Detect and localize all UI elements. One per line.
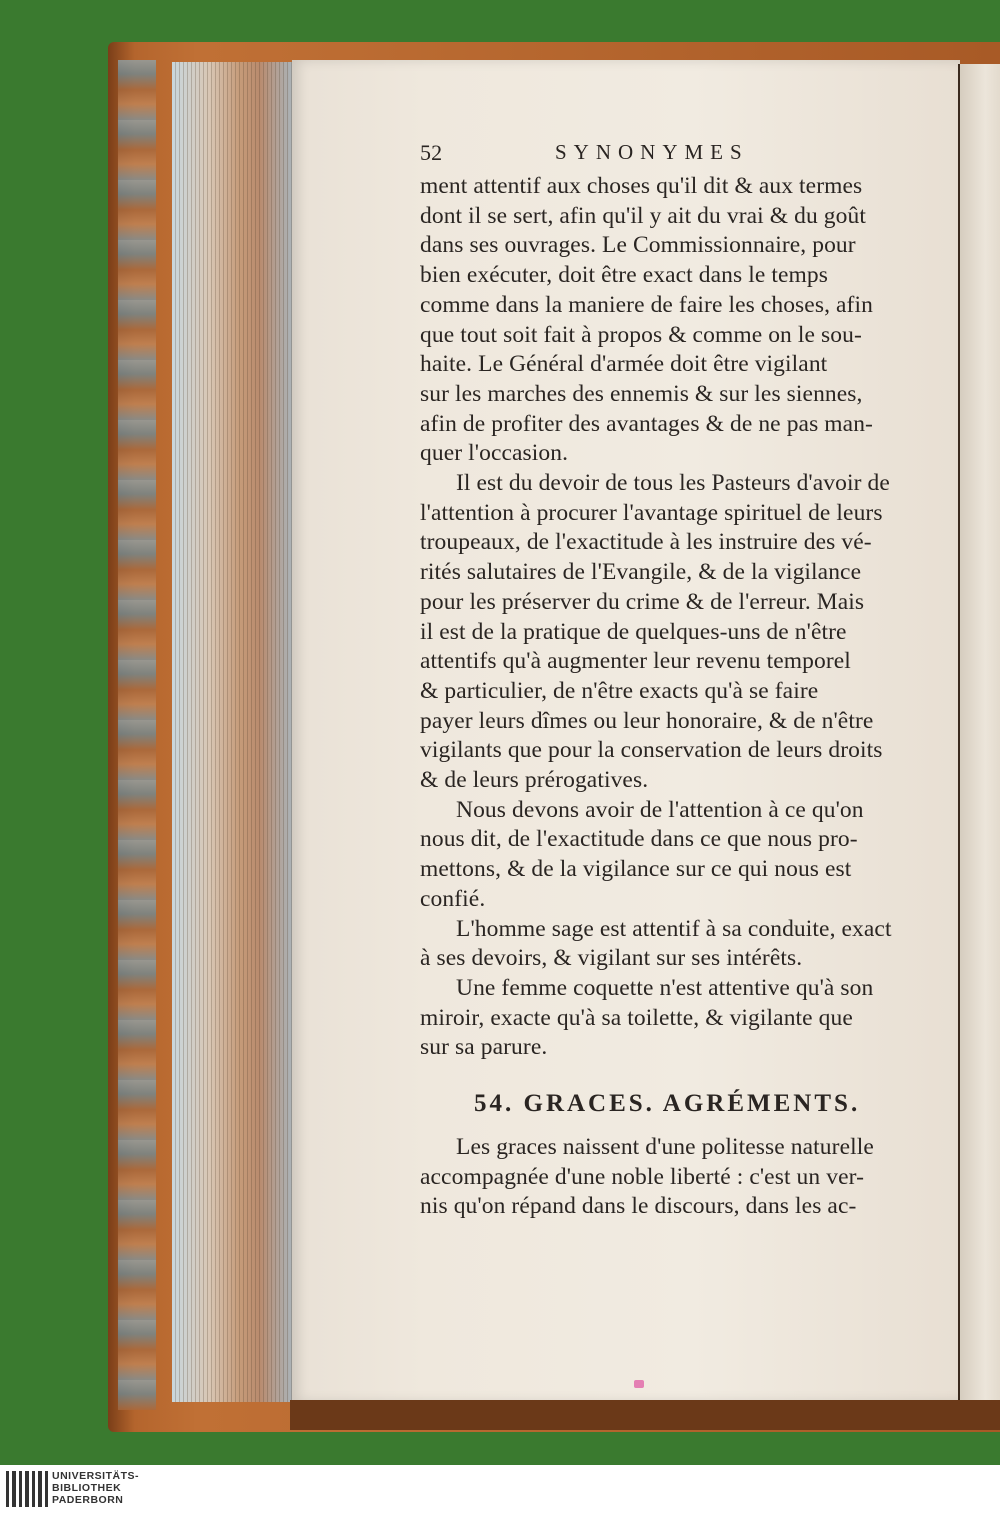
paragraph: [420, 915, 960, 974]
text-line: vigilants que pour la conservation de leurs droits: [420, 737, 883, 764]
page-number: 52: [420, 140, 443, 165]
text-line: troupeaux, de l'exactitude à les instruire des vé-: [420, 529, 872, 556]
text-line: confié.: [420, 885, 486, 912]
text-line: Il est du devoir de tous les Pasteurs d'avoir de: [456, 470, 890, 497]
body-paragraphs: [420, 172, 960, 1063]
text-line: sur les marches des ennemis & sur les siennes,: [420, 380, 863, 407]
text-line: à ses devoirs, & vigilant sur ses intérêts.: [420, 945, 803, 972]
text-line: afin de profiter des avantages & de ne pas man-: [420, 410, 873, 437]
page-stain: [634, 1380, 644, 1388]
text-line: attentifs qu'à augmenter leur revenu temporel: [420, 648, 851, 675]
text-line: & de leurs prérogatives.: [420, 767, 649, 794]
text-line: bien exécuter, doit être exact dans le temps: [420, 262, 829, 289]
text-line: sur sa parure.: [420, 1034, 548, 1061]
marbled-board-edge: [118, 60, 156, 1410]
text-line: & particulier, de n'être exacts qu'à se faire: [420, 677, 819, 704]
text-line: Une femme coquette n'est attentive qu'à son: [456, 974, 874, 1001]
text-line: comme dans la maniere de faire les choses, afin: [420, 291, 873, 318]
cover-bottom-edge: [290, 1400, 1000, 1430]
logo-line-1: UNIVERSITÄTS-: [52, 1470, 140, 1482]
library-footer: [0, 1465, 1000, 1515]
text-line: quer l'occasion.: [420, 440, 569, 467]
text-line: accompagnée d'une noble liberté : c'est un ver-: [420, 1163, 864, 1190]
library-logo-text: [52, 1470, 139, 1506]
text-line: miroir, exacte qu'à sa toilette, & vigilante que: [420, 1004, 853, 1031]
running-head: SYNONYMES: [555, 140, 749, 164]
paragraph: [420, 796, 960, 915]
text-line: haite. Le Général d'armée doit être vigilant: [420, 351, 828, 378]
text-line: l'attention à procurer l'avantage spirituel de leurs: [420, 499, 883, 526]
paragraph: [420, 974, 960, 1063]
text-line: nous dit, de l'exactitude dans ce que nous pro-: [420, 826, 858, 853]
page-header: [420, 138, 960, 172]
text-line: que tout soit fait à propos & comme on le sou-: [420, 321, 862, 348]
section-title: 54. GRACES. AGRÉMENTS.: [474, 1090, 861, 1118]
text-line: Les graces naissent d'une politesse naturelle: [456, 1133, 874, 1160]
final-paragraph: [420, 1133, 960, 1222]
text-line: il est de la pratique de quelques-uns de n'être: [420, 618, 847, 645]
text-line: nis qu'on répand dans le discours, dans les ac-: [420, 1193, 857, 1220]
page-text: [420, 138, 960, 1222]
page-edges: [172, 62, 297, 1402]
text-line: pour les préserver du crime & de l'erreur. Mais: [420, 588, 865, 615]
text-line: payer leurs dîmes ou leur honoraire, & de n'être: [420, 707, 874, 734]
facing-page-edge: [958, 64, 1000, 1400]
text-line: rités salutaires de l'Evangile, & de la vigilance: [420, 559, 862, 586]
text-line: ment attentif aux choses qu'il dit & aux termes: [420, 173, 863, 199]
library-logo-icon: [6, 1471, 48, 1507]
paragraph: [420, 469, 960, 796]
logo-line-3: PADERBORN: [52, 1494, 124, 1506]
text-line: mettons, & de la vigilance sur ce qui nous est: [420, 856, 852, 883]
paragraph: [420, 172, 960, 469]
logo-line-2: BIBLIOTHEK: [52, 1482, 122, 1494]
text-line: Nous devons avoir de l'attention à ce qu'on: [456, 796, 864, 823]
text-line: dans ses ouvrages. Le Commissionnaire, pour: [420, 232, 856, 259]
text-line: L'homme sage est attentif à sa conduite, exact: [456, 915, 892, 942]
text-line: dont il se sert, afin qu'il y ait du vrai & du goût: [420, 202, 866, 229]
